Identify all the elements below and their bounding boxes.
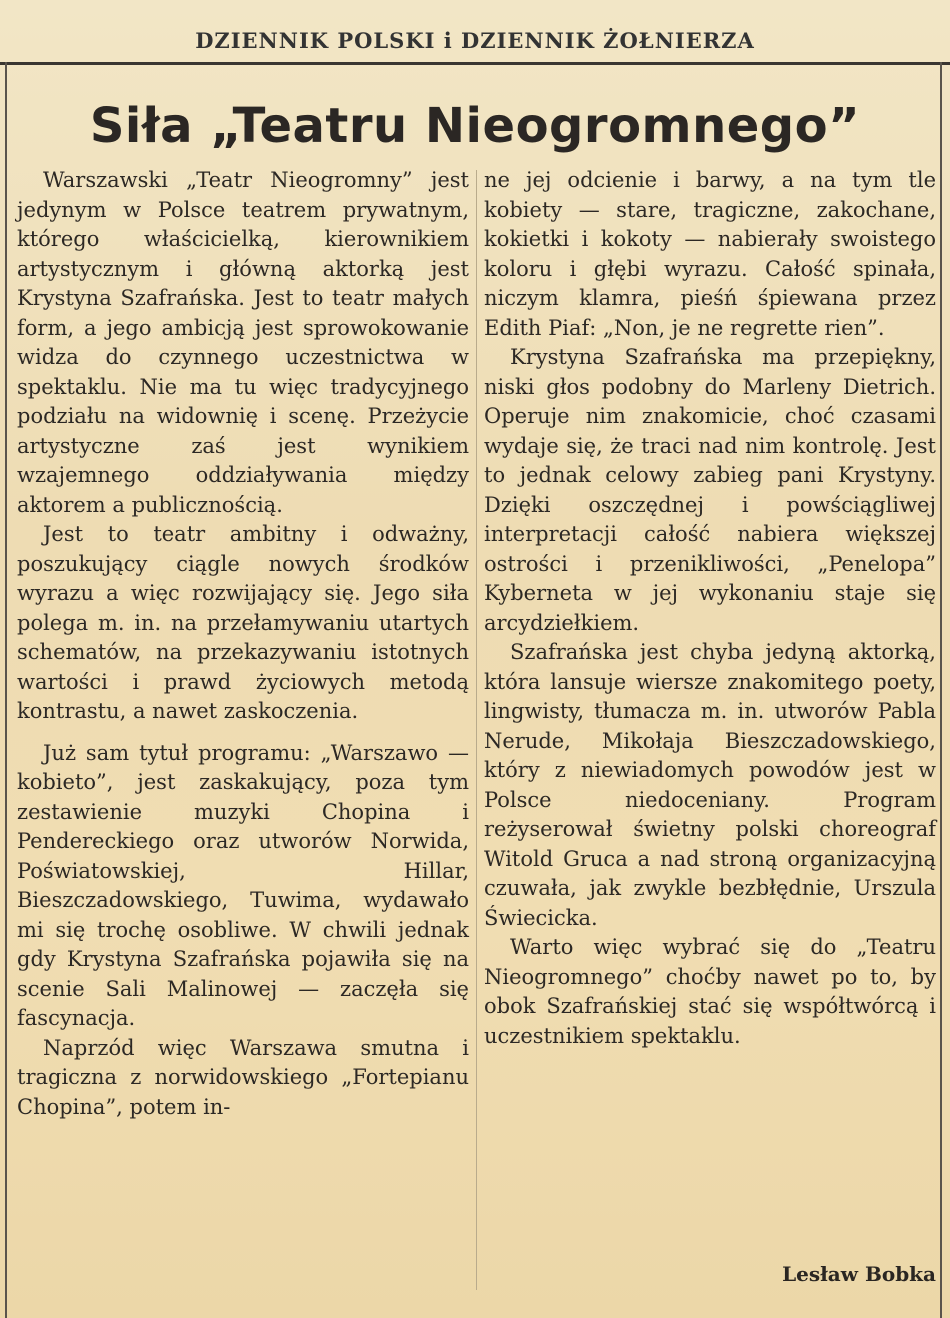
top-rule	[0, 62, 950, 65]
author-byline: Lesław Bobka	[782, 1262, 936, 1286]
paragraph: Warto więc wybrać się do „Teatru Nieogromnego” choćby nawet po to, by obok Szafrańskiej stać się współtwórcą i uczestnikiem spektaklu.	[484, 935, 936, 1048]
right-column	[484, 166, 936, 1051]
column-divider	[476, 170, 477, 1290]
paragraph: ne jej odcienie i barwy, a na tym tle kobiety — stare, tragiczne, zakochane, kokietki i kokoty — nabierały swoistego koloru i głębi wyrazu. Całość spinała, niczym klamra, pieśń śpiewana przez Edith Piaf: „Non, je ne regrette rien”.	[484, 168, 936, 340]
left-column	[17, 166, 469, 1122]
paragraph: Już sam tytuł programu: „Warszawo — kobieto”, jest zaskakujący, poza tym zestawienie muzyki Chopina i Pendereckiego oraz utworów Norwida, Poświatowskiej, Hillar, Bieszczadowskiego, Tuwima, wydawało mi się trochę osobliwe. W chwili jednak gdy Krystyna Szafrańska pojawiła się na scenie Sali Malinowej — zaczęła się fascynacja.	[17, 740, 469, 1030]
paragraph: Szafrańska jest chyba jedyną aktorką, która lansuje wiersze znakomitego poety, lingwisty, tłumacza m. in. utworów Pabla Nerude, Mikołaja Bieszczadowskiego, który z niewiadomych powodów jest w Polsce niedoceniany. Program reżyserował świetny polski choreograf Witold Gruca a nad stroną organizacyjną czuwała, jak zwykle bezbłędnie, Urszula Świecicka.	[484, 640, 936, 930]
paragraph: Naprzód więc Warszawa smutna i tragiczna z norwidowskiego „Fortepianu Chopina”, potem in-	[17, 1035, 469, 1119]
article-headline: Siła „Teatru Nieogromnego”	[89, 98, 861, 154]
paragraph: Jest to teatr ambitny i odważny, poszukujący ciągle nowych środków wyrazu a więc rozwijający się. Jego siła polega m. in. na przełamywaniu utartych schematów, na przekazywaniu istotnych wartości i prawd życiowych metodą kontrastu, a nawet zaskoczenia.	[17, 522, 469, 723]
left-border-rule	[5, 62, 7, 1318]
paragraph: Warszawski „Teatr Nieogromny” jest jedynym w Polsce teatrem prywatnym, którego właścicielką, kierownikiem artystycznym i główną aktorką jest Krystyna Szafrańska. Jest to teatr małych form, a jego ambicją jest sprowokowanie widza do czynnego uczestnictwa w spektaklu. Nie ma tu więc tradycyjnego podziału na widownię i scenę. Przeżycie artystyczne zaś jest wynikiem wzajemnego oddziaływania między aktorem a publicznością.	[17, 168, 469, 517]
masthead: DZIENNIK POLSKI i DZIENNIK ŻOŁNIERZA	[195, 28, 755, 53]
right-border-rule	[940, 62, 942, 1318]
paragraph: Krystyna Szafrańska ma przepiękny, niski głos podobny do Marleny Dietrich. Operuje nim znakomicie, choć czasami wydaje się, że traci nad nim kontrolę. Jest to jednak celowy zabieg pani Krystyny. Dzięki oszczędnej i powściągliwej interpretacji całość nabiera większej ostrości i przenikliwości, „Penelopa” Kyberneta w jej wykonaniu staje się arcydziełkiem.	[484, 345, 936, 635]
